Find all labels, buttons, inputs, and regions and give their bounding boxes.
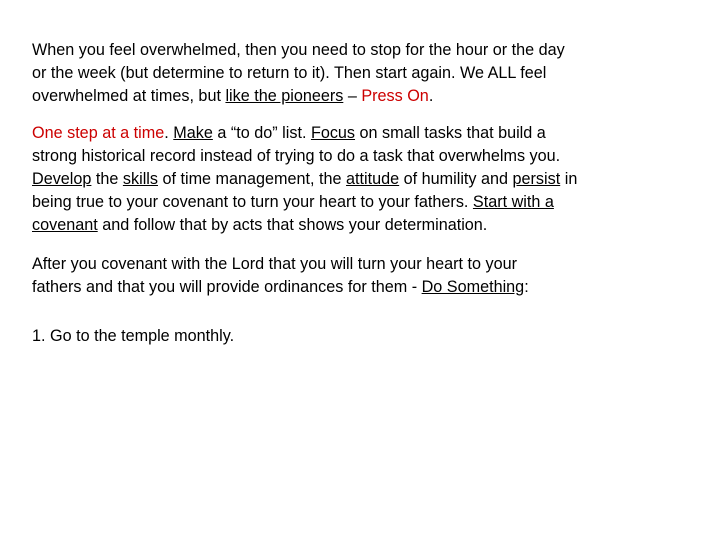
text-run: –: [343, 86, 362, 105]
paragraph-covenant: [32, 253, 702, 299]
attitude-underlined: attitude: [346, 169, 400, 188]
text-run: the: [91, 169, 123, 188]
covenant-underlined: covenant: [32, 215, 98, 234]
text-run: .: [428, 86, 434, 105]
text-run: fathers and that you will provide ordinances for them -: [32, 278, 422, 297]
skills-underlined: skills: [122, 169, 158, 188]
start-with-a-underlined: Start with a: [472, 192, 554, 211]
paragraph-overwhelmed: [32, 39, 702, 107]
text-run: a “to do” list.: [212, 124, 311, 143]
like-the-pioneers-underlined: like the pioneers: [225, 86, 344, 105]
text-line: After you covenant with the Lord that you will turn your heart to your: [32, 255, 517, 274]
list-item-text: 1. Go to the temple monthly.: [32, 326, 235, 345]
text-line: [32, 85, 702, 108]
text-line: or the week (but determine to return to it). Then start again. We ALL feel: [32, 63, 547, 82]
text-run: overwhelmed at times, but: [32, 86, 226, 105]
paragraph-one-step: [32, 122, 702, 236]
text-line: [32, 168, 702, 191]
text-line: When you feel overwhelmed, then you need to stop for the hour or the day: [32, 41, 565, 59]
slide-body-text: [32, 39, 702, 364]
text-run: of humility and: [399, 169, 513, 188]
text-line: [32, 122, 702, 145]
develop-underlined: Develop: [32, 169, 92, 188]
text-run: in: [560, 169, 578, 188]
text-run: :: [524, 278, 529, 297]
persist-underlined: persist: [512, 169, 561, 188]
make-underlined: Make: [173, 124, 213, 143]
text-line: strong historical record instead of trying to do a task that overwhelms you.: [32, 147, 561, 166]
text-run: and follow that by acts that shows your determination.: [97, 215, 488, 234]
text-run: .: [164, 124, 174, 143]
press-on-highlight: Press On: [361, 86, 429, 105]
focus-underlined: Focus: [310, 124, 356, 143]
list-item-temple: [32, 325, 702, 348]
do-something-underlined: Do Something: [421, 278, 525, 297]
text-line: [32, 214, 702, 237]
text-run: being true to your covenant to turn your heart to your fathers.: [32, 192, 473, 211]
one-step-highlight: One step at a time: [32, 124, 165, 143]
text-run: of time management, the: [157, 169, 347, 188]
text-line: [32, 276, 702, 299]
text-line: [32, 191, 702, 214]
text-run: on small tasks that build a: [355, 124, 546, 143]
